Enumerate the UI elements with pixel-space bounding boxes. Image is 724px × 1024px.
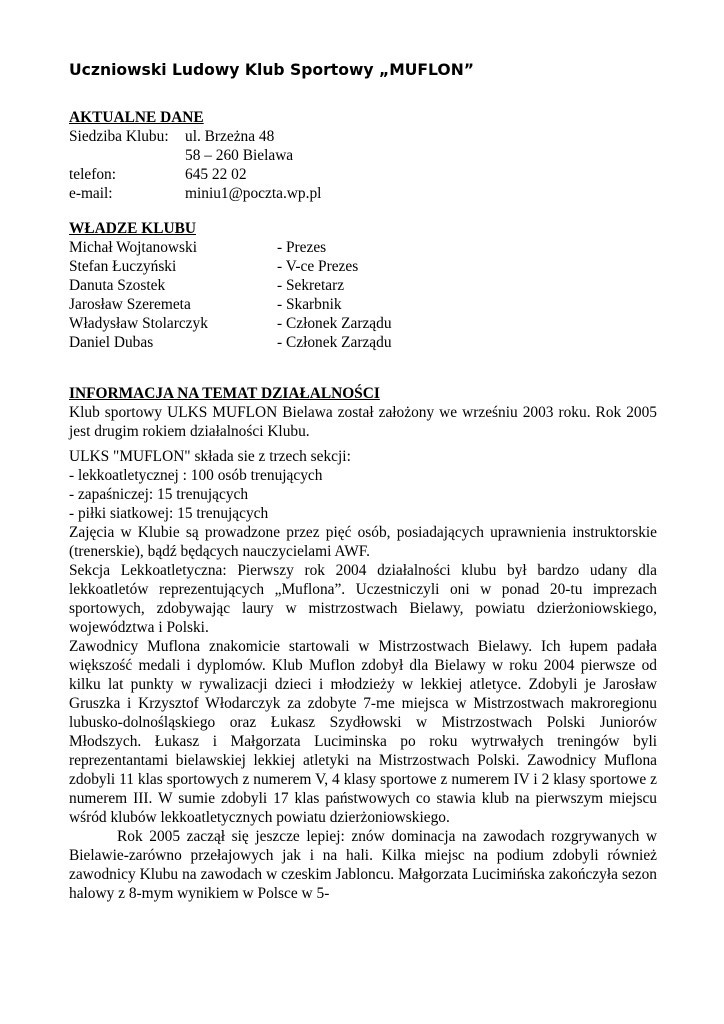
email-value: miniu1@poczta.wp.pl [185, 185, 322, 202]
member-role: - Sekretarz [277, 277, 345, 294]
member-row [69, 238, 657, 257]
paragraph: Zawodnicy Muflona znakomicie startowali w Mistrzostwach Bielawy. Ich łupem padała większość medali i dyplomów. Klub Muflon zdobył dla Bielawy w roku 2004 pierwsze od kilku lat punkty w rywalizacji dzieci i młodzieży w lekkiej atletyce. Zdobyli je Jarosław Gruszka i Krzysztof Włodarczyk za zdobyte 7-me miejsca w Mistrzostwach makroregionu lubusko-dolnośląskiego oraz Łukasz Szydłowski w Mistrzostwach Polski Juniorów Młodszych. Łukasz i Małgorzata Luciminska po roku wytrwałych treningów byli reprezentantami bielawskiej lekkiej atletyki na Mistrzostwach Polski. Zawodnicy Muflona zdobyli 11 klas sportowych z numerem V, 4 klasy sportowe z numerem IV i 2 klasy sportowe z numerem III. W sumie zdobyli 17 klas państwowych co stawia klub na pierwszym miejscu wśród klubów lekkoatletycznych powiatu dzierżoniowskiego. [69, 638, 657, 826]
data-label: Siedziba Klubu: [69, 128, 169, 145]
section-item: - zapaśniczej: 15 trenujących [69, 486, 249, 503]
authorities-section [69, 219, 657, 352]
activity-heading: INFORMACJA NA TEMAT DZIAŁALNOŚCI [69, 385, 380, 402]
member-name: Jarosław Szeremeta [69, 296, 191, 313]
document-page [69, 60, 657, 903]
section-item: - piłki siatkowej: 15 trenujących [69, 505, 269, 522]
data-value: ul. Brzeżna 48 [185, 128, 275, 145]
sections-intro: ULKS "MUFLON" składa sie z trzech sekcji: [69, 448, 351, 465]
club-title: Uczniowski Ludowy Klub Sportowy „MUFLON” [69, 61, 474, 79]
data-label: e-mail: [69, 185, 113, 202]
member-name: Stefan Łuczyński [69, 258, 177, 275]
member-name: Władysław Stolarczyk [69, 315, 208, 332]
data-row [69, 127, 657, 146]
data-value: 645 22 02 [185, 166, 247, 183]
member-row [69, 333, 657, 352]
activity-section [69, 384, 657, 903]
member-name: Danuta Szostek [69, 277, 166, 294]
member-row [69, 276, 657, 295]
member-role: - V-ce Prezes [277, 258, 359, 275]
section-item: - lekkoatletycznej : 100 osób trenujących [69, 467, 323, 484]
paragraph: Rok 2005 zaczął się jeszcze lepiej: znów dominacja na zawodach rozgrywanych w Bielawie-zarówno przełajowych jak i na hali. Kilka miejsc na podium zdobyli również zawodnicy Klubu na zawodach w czeskim Jablоncu. Małgorzata Lucimińska zakończyła sezon halowy z 8-mym wynikiem w Polsce w 5- [69, 828, 657, 902]
paragraph: Zajęcia w Klubie są prowadzone przez pięć osób, posiadających uprawnienia instruktorskie (trenerskie), bądź będących nauczycielami AWF. [69, 524, 657, 560]
data-label [69, 146, 185, 165]
member-row [69, 314, 657, 333]
member-name: Michał Wojtanowski [69, 239, 198, 256]
intro-paragraph: Klub sportowy ULKS MUFLON Bielawa został założony we wrześniu 2003 roku. Rok 2005 jest drugim rokiem działalności Klubu. [69, 404, 657, 440]
member-role: - Członek Zarządu [277, 315, 392, 332]
member-row [69, 257, 657, 276]
paragraph: Sekcja Lekkoatletyczna: Pierwszy rok 2004 działalności klubu był bardzo udany dla lekkoatletów reprezentujących „Muflona”. Uczestniczyli oni w ponad 20-tu imprezach sportowych, zdobywając laury w mistrzostwach Bielawy, powiatu dzierżoniowskiego, województwa i Polski. [69, 562, 657, 636]
member-role: - Członek Zarządu [277, 334, 392, 351]
current-data-heading: AKTUALNE DANE [69, 109, 204, 126]
member-row [69, 295, 657, 314]
member-name: Daniel Dubas [69, 334, 154, 351]
data-value: 58 – 260 Bielawa [185, 147, 294, 164]
authorities-heading: WŁADZE KLUBU [69, 220, 196, 237]
data-row [69, 165, 657, 184]
data-label: telefon: [69, 166, 117, 183]
current-data-section [69, 108, 657, 203]
data-row [69, 184, 657, 203]
member-role: - Prezes [277, 239, 327, 256]
member-role: - Skarbnik [277, 296, 342, 313]
data-row [69, 146, 657, 165]
